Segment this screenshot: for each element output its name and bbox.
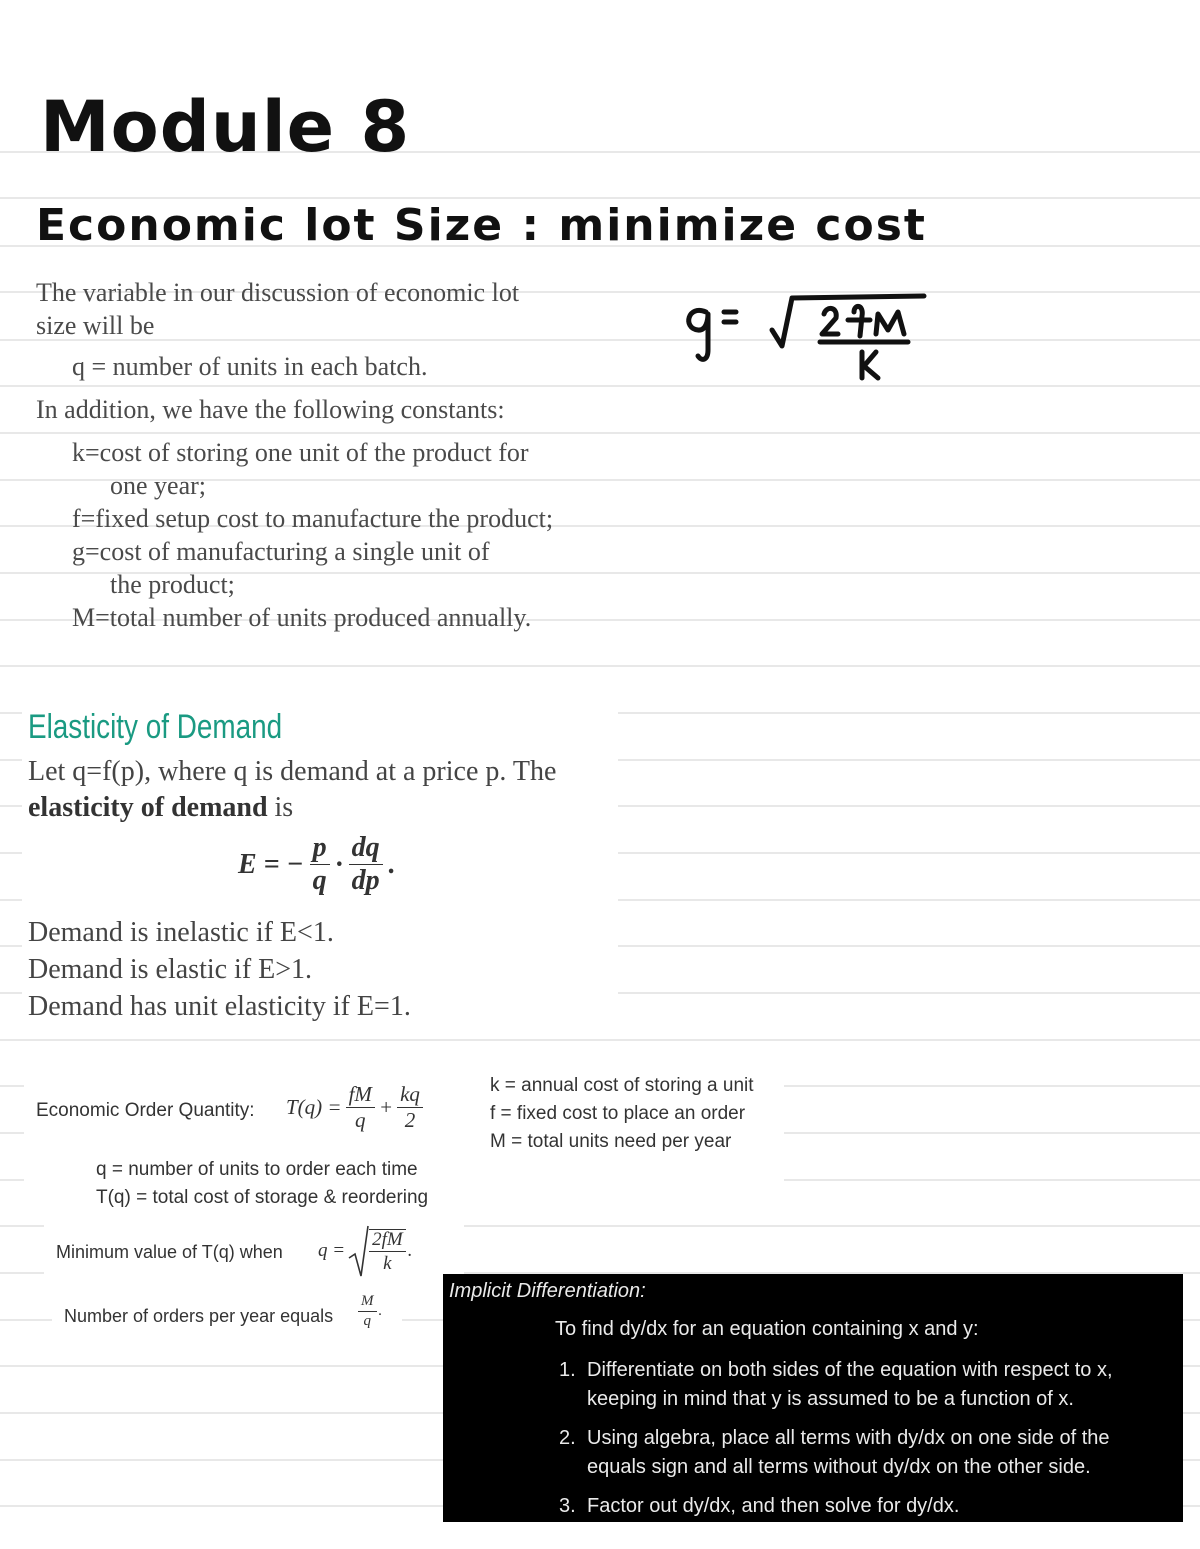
period: .	[407, 1240, 413, 1261]
eoq-k-definition: k = annual cost of storing a unit	[490, 1075, 754, 1096]
radical-sign-icon	[347, 1224, 369, 1278]
p-over-q-fraction: $\frac{p}{q}$	[310, 834, 330, 895]
elasticity-section	[22, 704, 618, 1034]
handwritten-lot-size-formula	[676, 290, 936, 390]
elasticity-term-rest: is	[267, 792, 294, 823]
dq-dp-fraction: $\frac{dq}{dp}$	[349, 834, 383, 895]
step-number: 2.	[559, 1427, 576, 1449]
k-definition: k=cost of storing one unit of the product for	[72, 438, 529, 467]
step-text: Factor out dy/dx, and then solve for dy/dx.	[587, 1495, 960, 1517]
eoq-minimum-label: Minimum value of T(q) when	[56, 1242, 283, 1262]
dot-operator: ·	[335, 848, 343, 880]
g-definition: g=cost of manufacturing a single unit of	[72, 537, 490, 566]
intro-line: The variable in our discussion of economic lot	[36, 278, 520, 307]
elastic-rule: Demand is elastic if E>1.	[28, 954, 313, 985]
step-number: 3.	[559, 1495, 576, 1517]
step-text-cont: keeping in mind that y is assumed to be a function of x.	[587, 1388, 1074, 1410]
inelastic-rule: Demand is inelastic if E<1.	[28, 917, 334, 948]
implicit-differentiation-box	[443, 1274, 1183, 1522]
constants-intro: In addition, we have the following constants:	[36, 395, 505, 424]
k-definition-cont: one year;	[110, 471, 207, 500]
square-root-formula-drawing	[676, 290, 936, 390]
step-number: 1.	[559, 1359, 576, 1381]
elasticity-formula	[238, 834, 396, 895]
elasticity-heading: Elasticity of Demand	[28, 708, 283, 746]
implicit-step	[559, 1424, 1113, 1482]
lot-size-definitions	[36, 276, 553, 634]
implicit-step	[559, 1492, 1113, 1521]
eoq-m-definition: M = total units need per year	[490, 1131, 732, 1152]
step-text-cont: equals sign and all terms without dy/dx on the other side.	[587, 1456, 1091, 1478]
step-text: Using algebra, place all terms with dy/dx on one side of the	[587, 1427, 1110, 1449]
2fm-over-k-fraction: $\frac{2fM}{k}$	[369, 1229, 406, 1273]
fm-over-q-fraction: $\frac{fM}{q}$	[346, 1084, 375, 1131]
implicit-title: Implicit Differentiation:	[449, 1280, 646, 1302]
period: .	[388, 848, 396, 880]
unit-elastic-rule: Demand has unit elasticity if E=1.	[28, 991, 411, 1022]
intro-line: size will be	[36, 311, 155, 340]
elasticity-term: elasticity of demand	[28, 792, 268, 823]
g-definition-cont: the product;	[110, 570, 235, 599]
q-definition: q = number of units in each batch.	[72, 352, 428, 381]
step-text: Differentiate on both sides of the equation with respect to x,	[587, 1359, 1113, 1381]
elasticity-definition-line: Let q=f(p), where q is demand at a price p. The	[28, 756, 557, 787]
elasticity-rules	[28, 914, 411, 1025]
eoq-orders-formula	[358, 1294, 382, 1329]
section-heading-lot-size: Economic lot Size : minimize cost	[36, 200, 927, 251]
eoq-q-definition: q = number of units to order each time	[96, 1159, 418, 1180]
page-title: Module 8	[40, 86, 411, 168]
eoq-f-definition: f = fixed cost to place an order	[490, 1103, 746, 1124]
implicit-intro: To find dy/dx for an equation containing x and y:	[555, 1318, 979, 1340]
kq-over-2-fraction: $\frac{kq}{2}$	[397, 1084, 423, 1131]
f-definition: f=fixed setup cost to manufacture the product;	[72, 504, 554, 533]
elasticity-definition-line-2	[28, 792, 293, 824]
eoq-section	[24, 1066, 784, 1216]
plus-sign: +	[378, 1095, 394, 1119]
implicit-step	[559, 1356, 1113, 1414]
eoq-label: Economic Order Quantity:	[36, 1100, 255, 1121]
eoq-orders-label: Number of orders per year equals	[64, 1306, 334, 1326]
eoq-formula-lhs: T(q) =	[286, 1095, 342, 1119]
eoq-constants	[490, 1072, 754, 1156]
eoq-minimum-formula	[318, 1224, 412, 1278]
eoq-minimum	[44, 1218, 464, 1284]
period: .	[378, 1303, 383, 1319]
elasticity-formula-lhs: E = −	[238, 848, 304, 880]
eoq-formula	[286, 1084, 423, 1131]
m-definition: M=total number of units produced annually.	[72, 603, 532, 632]
implicit-steps	[559, 1356, 1113, 1521]
eoq-variables	[96, 1156, 428, 1212]
eoq-orders	[52, 1290, 402, 1342]
q-equals: q =	[318, 1240, 346, 1261]
eoq-t-definition: T(q) = total cost of storage & reordering	[96, 1187, 429, 1208]
m-over-q-fraction: $\frac{M}{q}$	[358, 1294, 377, 1329]
